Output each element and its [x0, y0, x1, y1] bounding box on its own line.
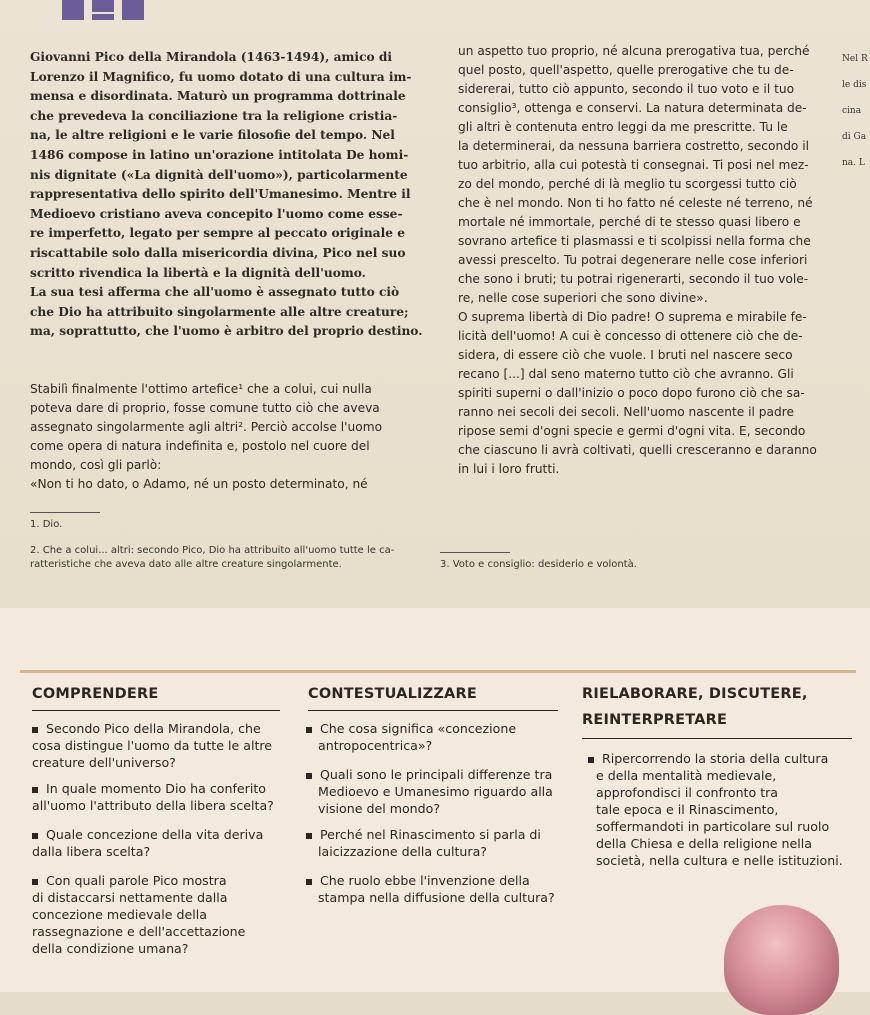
section-rule	[308, 710, 558, 711]
question-item: Quali sono le principali differenze tra Medioevo e Umanesimo riguardo alla visione del mondo?	[306, 766, 553, 817]
bullet-icon	[306, 727, 312, 733]
intro-line: 1486 compose in latino un'orazione intitolata De homi-	[30, 147, 409, 162]
body-line: che è nel mondo. Non ti ho fatto né celeste né terreno, né	[458, 196, 813, 210]
bullet-icon	[306, 833, 312, 839]
intro-line: re imperfetto, legato per sempre al peccato originale e	[30, 226, 405, 241]
section-rule	[582, 738, 852, 739]
question-item: Che cosa significa «concezione antropocentrica»?	[306, 720, 516, 754]
body-line: quel posto, quell'aspetto, quelle prerogative che tu de-	[458, 63, 794, 77]
intro-line: Giovanni Pico della Mirandola (1463-1494), amico di	[30, 50, 393, 64]
footnote-divider	[440, 552, 510, 553]
body-line: come opera di natura indefinita e, postolo nel cuore del	[30, 439, 370, 453]
body-line: gli altri è contenuta entro leggi da me prescritte. Tu le	[458, 120, 788, 134]
body-line: «Non ti ho dato, o Adamo, né un posto determinato, né	[30, 477, 368, 491]
bullet-icon	[306, 773, 312, 779]
intro-paragraph	[30, 48, 440, 342]
footnote-divider	[30, 512, 100, 513]
footnote-2-line: ratteristiche che aveva dato alle altre creature singolarmente.	[30, 559, 342, 570]
question-item: In quale momento Dio ha conferito all'uomo l'attributo della libera scelta?	[32, 781, 274, 813]
bullet-icon	[306, 879, 312, 885]
footnote-2-line: 2. Che a colui... altri: secondo Pico, Dio ha attribuito all'uomo tutte le ca-	[30, 545, 395, 556]
section-rule	[32, 710, 280, 711]
body-line: Stabilì finalmente l'ottimo artefice¹ che a colui, cui nulla	[30, 382, 372, 396]
next-page-edge: Nel R le dis cina di Ga na. L	[842, 54, 868, 168]
section-title-rielaborare: RIELABORARE, DISCUTERE,	[582, 686, 808, 702]
body-line: ripose semi d'ogni specie e germi d'ogni vita. E, secondo	[458, 424, 806, 438]
bullet-icon	[32, 833, 38, 839]
body-line: la determinerai, da nessuna barriera costretto, secondo il	[458, 139, 810, 153]
intro-line: che prevedeva la conciliazione tra la religione cristia-	[30, 108, 398, 123]
body-line: tuo arbitrio, alla cui potestà ti consegnai. Ti posi nel mez-	[458, 158, 809, 172]
question-item: Che ruolo ebbe l'invenzione della stampa nella diffusione della cultura?	[306, 872, 555, 906]
body-line: recano [...] dal seno materno tutto ciò che avranno. Gli	[458, 367, 794, 381]
thumb-photo	[724, 905, 839, 1015]
bullet-icon	[588, 757, 594, 763]
body-line: O suprema libertà di Dio padre! O suprema e mirabile fe-	[458, 310, 807, 324]
footnote-1: 1. Dio.	[30, 519, 63, 530]
question-item: Perché nel Rinascimento si parla di laicizzazione della cultura?	[306, 826, 541, 860]
intro-line: ma, soprattutto, che l'uomo è arbitro del proprio destino.	[30, 324, 423, 339]
body-line: avessi prescelto. Tu potrai degenerare nelle cose inferiori	[458, 253, 808, 267]
body-line: assegnato singolarmente agli altri². Perciò accolse l'uomo	[30, 420, 383, 434]
footnote-3: 3. Voto e consiglio: desiderio e volontà.	[440, 559, 637, 570]
intro-line: scritto rivendica la libertà e la dignità dell'uomo.	[30, 265, 366, 280]
intro-line: Lorenzo il Magnifico, fu uomo dotato di una cultura im-	[30, 69, 412, 84]
body-line: in lui i loro frutti.	[458, 462, 560, 476]
accent-divider	[20, 670, 856, 673]
body-line: sidererai, tutto ciò appunto, secondo il tuo voto e il tuo	[458, 82, 795, 96]
question-item: Ripercorrendo la storia della cultura e della mentalità medievale, approfondisci il confronto tra tale epoca e il Rinascimento, soffermandoti in particolare sul ruolo della Chiesa e della religione nella società, nella cultura e nelle istituzioni.	[582, 750, 843, 869]
intro-line: La sua tesi afferma che all'uomo è assegnato tutto ciò	[30, 285, 400, 300]
body-line: re, nelle cose superiori che sono divine».	[458, 291, 708, 305]
intro-line: nis dignitate («La dignità dell'uomo»), particolarmente	[30, 167, 408, 182]
body-line: zo del mondo, perché di là meglio tu scorgessi tutto ciò	[458, 177, 797, 191]
bullet-icon	[32, 727, 38, 733]
question-item: Secondo Pico della Mirandola, che cosa distingue l'uomo da tutte le altre creature dell'universo?	[32, 721, 273, 770]
text-body-right	[458, 42, 836, 479]
intro-line: riscattabile solo dalla misericordia divina, Pico nel suo	[30, 245, 406, 260]
body-line: mondo, così gli parlò:	[30, 458, 162, 472]
bullet-icon	[32, 879, 38, 885]
question-item: Con quali parole Pico mostra di distaccarsi nettamente dalla concezione medievale della rassegnazione e dell'accettazione della condizione umana?	[32, 873, 246, 956]
text-body-left	[30, 380, 440, 494]
intro-line: Medioevo cristiano aveva concepito l'uomo come esse-	[30, 206, 403, 221]
body-line: un aspetto tuo proprio, né alcuna prerogativa tua, perché	[458, 44, 810, 58]
bullet-icon	[32, 787, 38, 793]
body-line: spiriti superni o dall'inizio o poco dopo furono ciò che sa-	[458, 386, 805, 400]
body-line: ranno nei secoli dei secoli. Nell'uomo nascente il padre	[458, 405, 794, 419]
section-title-contestualizzare: CONTESTUALIZZARE	[308, 686, 477, 702]
intro-line: na, le altre religioni e le varie filosofie del tempo. Nel	[30, 128, 395, 143]
section-title-reinterpretare: REINTERPRETARE	[582, 712, 728, 728]
body-line: mortale né immortale, perché di te stesso quasi libero e	[458, 215, 801, 229]
section-title-comprendere: COMPRENDERE	[32, 686, 159, 702]
body-line: licità dell'uomo! A cui è concesso di ottenere ciò che de-	[458, 329, 803, 343]
intro-line: mensa e disordinata. Maturò un programma dottrinale	[30, 89, 406, 104]
intro-line: rappresentativa dello spirito dell'Umanesimo. Mentre il	[30, 187, 411, 202]
body-line: che ciascuno li avrà coltivati, quelli cresceranno e daranno	[458, 443, 817, 457]
body-line: che sono i bruti; tu potrai rigenerarti, secondo il tuo vole-	[458, 272, 809, 286]
body-line: sidera, di essere ciò che vuole. I bruti nel nascere seco	[458, 348, 793, 362]
body-line: consiglio³, ottenga e conservi. La natura determinata de-	[458, 101, 807, 115]
question-item: Quale concezione della vita deriva dalla libera scelta?	[32, 827, 264, 859]
intro-line: che Dio ha attribuito singolarmente alle altre creature;	[30, 304, 409, 319]
body-line: poteva dare di proprio, fosse comune tutto ciò che aveva	[30, 401, 380, 415]
body-line: sovrano artefice ti plasmassi e ti scolpissi nella forma che	[458, 234, 811, 248]
